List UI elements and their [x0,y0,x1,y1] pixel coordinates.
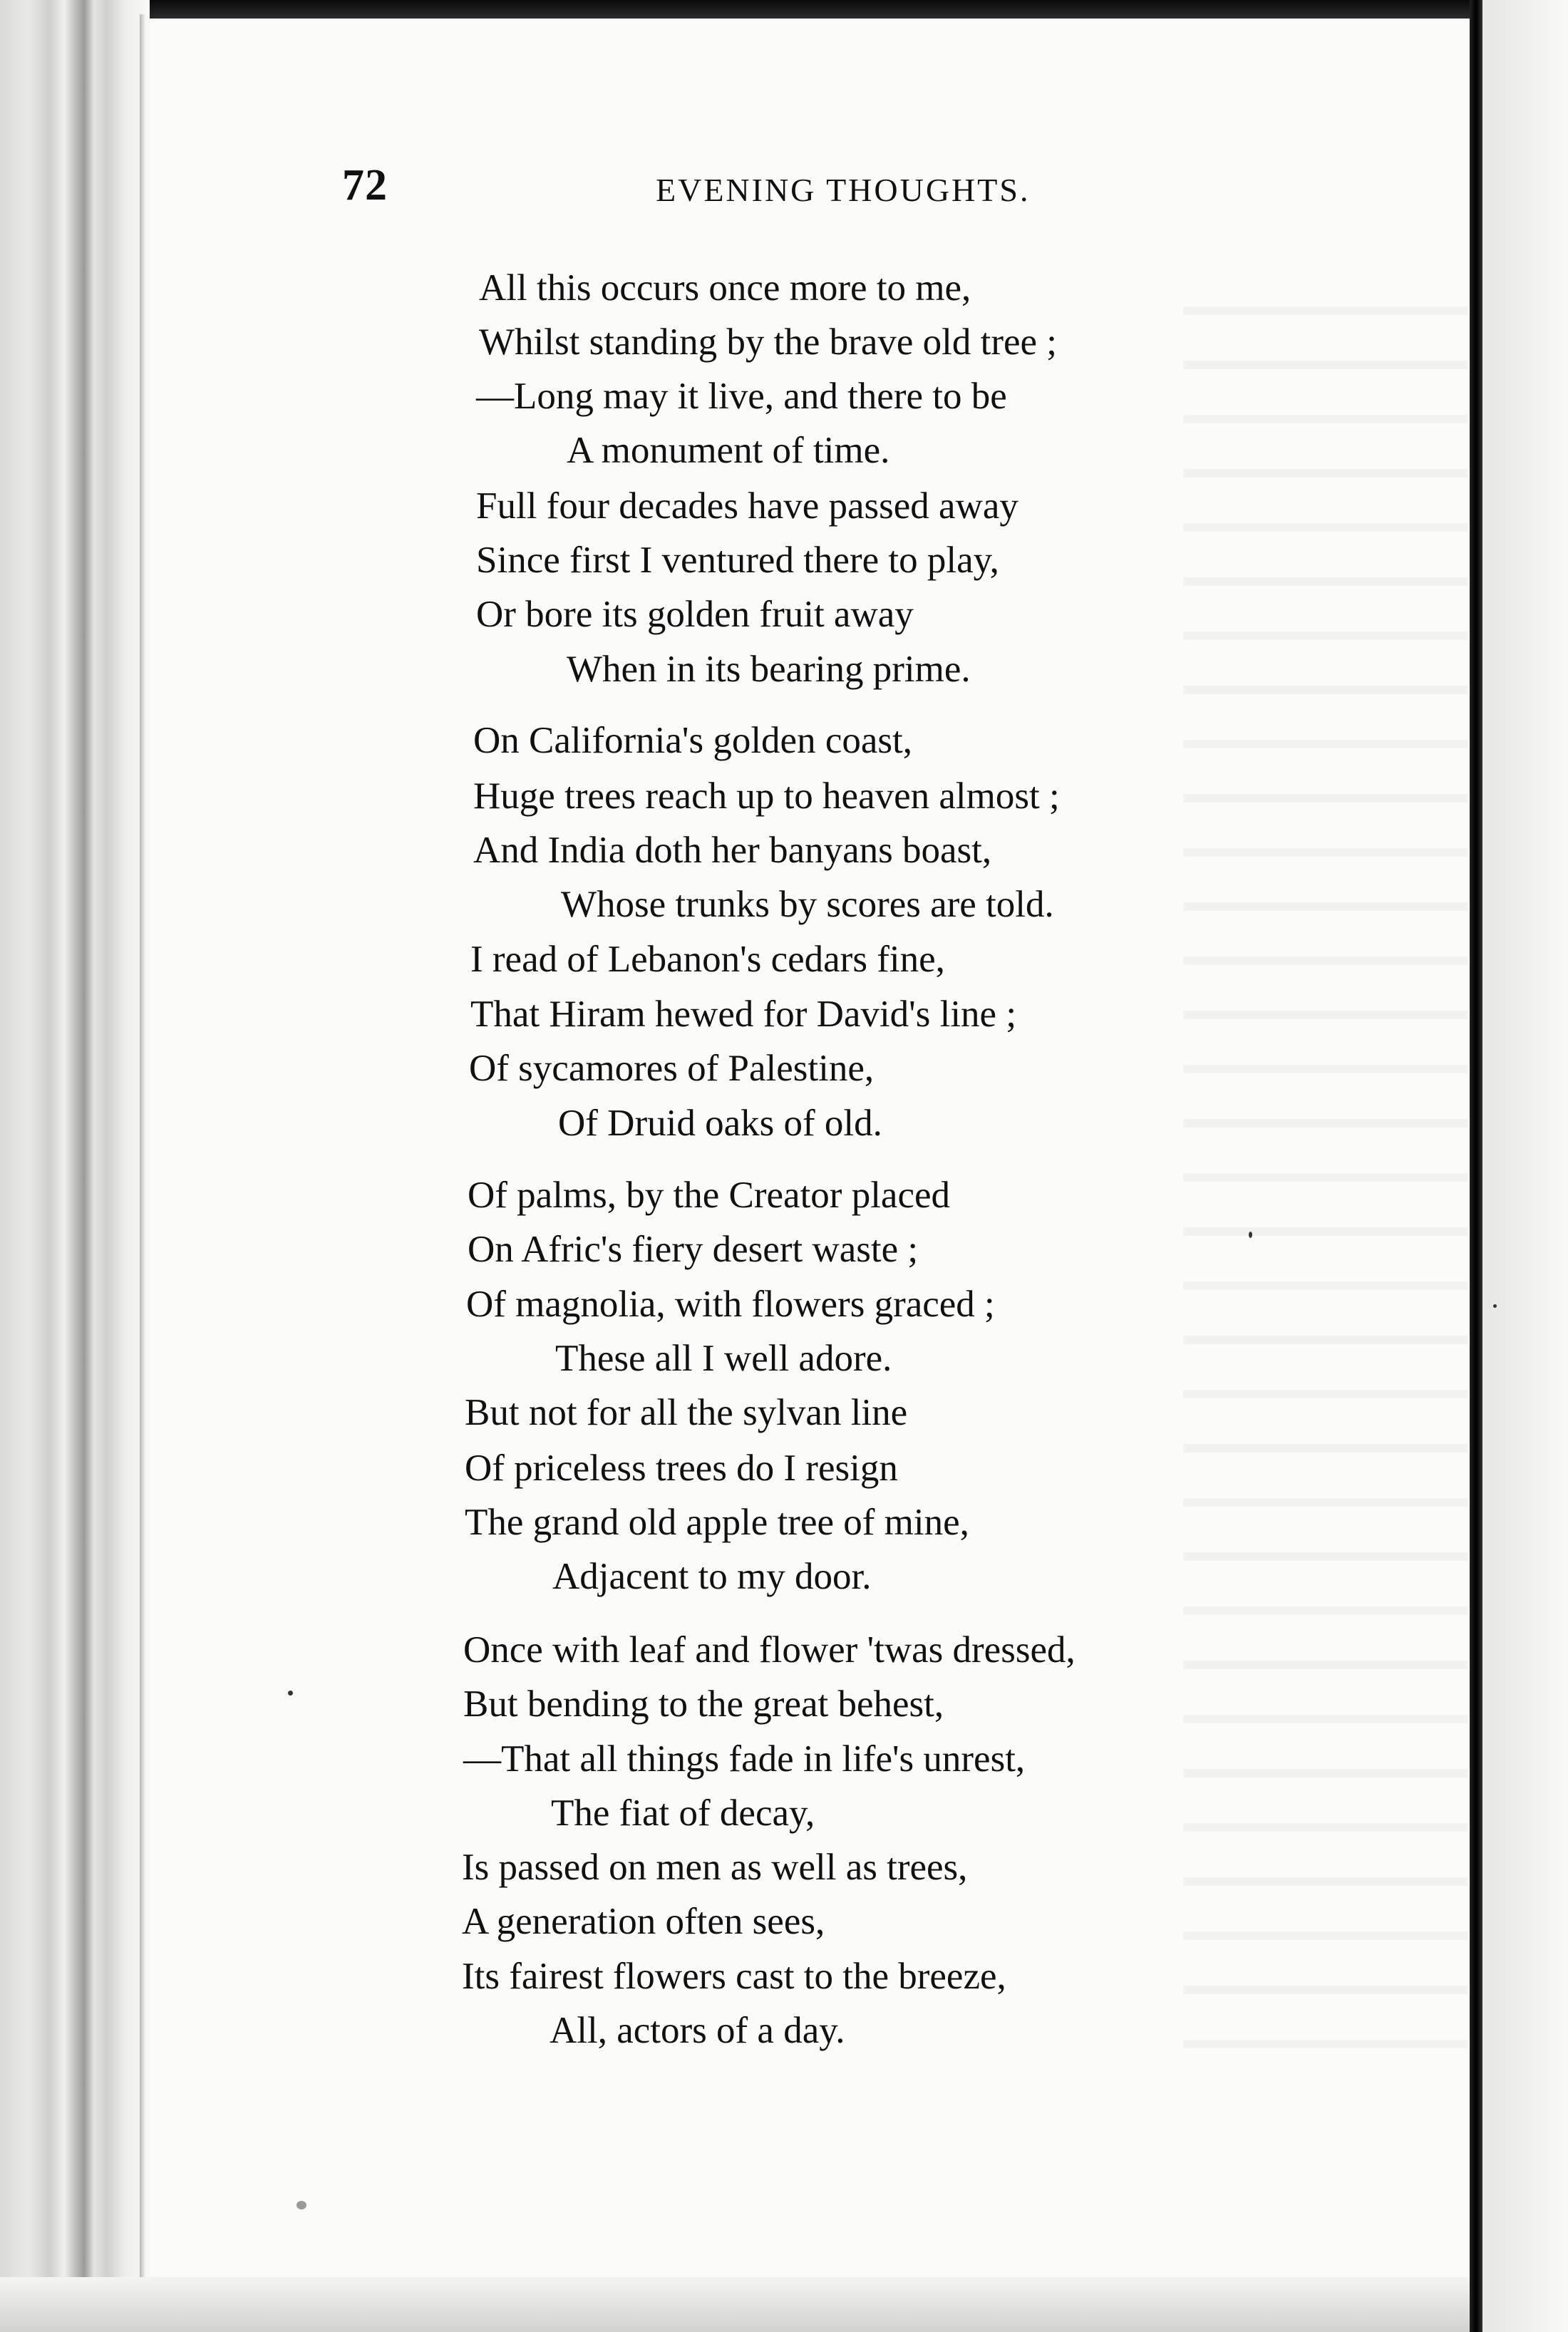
ink-speck [296,2201,306,2209]
poem-line: Of sycamores of Palestine, [469,1048,875,1089]
poem-line: Of palms, by the Creator placed [468,1175,950,1216]
ink-speck [1249,1232,1252,1238]
poem-line: When in its bearing prime. [567,649,971,690]
running-title: EVENING THOUGHTS. [656,172,1031,208]
poem-line: But not for all the sylvan line [465,1392,908,1433]
ink-speck [1493,1304,1497,1308]
poem-line: Or bore its golden fruit away [476,594,914,635]
poem-line: On Afric's fiery desert waste ; [468,1229,919,1270]
poem-line: —Long may it live, and there to be [476,376,1007,417]
poem-line: A generation often sees, [462,1901,825,1942]
poem-line: On California's golden coast, [473,720,912,761]
poem-line: Whose trunks by scores are told. [561,884,1054,925]
ink-speck [288,1691,293,1696]
poem-line: Full four decades have passed away [476,485,1018,527]
poem-line: That Hiram hewed for David's line ; [470,994,1017,1035]
poem-line: But bending to the great behest, [463,1683,944,1725]
poem-line: Of Druid oaks of old. [558,1103,882,1144]
poem-line: Of magnolia, with flowers graced ; [466,1284,995,1325]
poem-line: Is passed on men as well as trees, [462,1847,968,1888]
poem-line: Since first I ventured there to play, [476,540,999,581]
poem-line: All this occurs once more to me, [479,267,971,309]
poem-line: And India doth her banyans boast, [473,830,992,871]
poem-line: Whilst standing by the brave old tree ; [479,321,1057,363]
poem-line: Huge trees reach up to heaven almost ; [473,775,1060,817]
poem-line: I read of Lebanon's cedars fine, [470,939,945,980]
poem-line: A monument of time. [567,430,890,471]
poem-line: Once with leaf and flower 'twas dressed, [463,1629,1076,1671]
poem-line: —That all things fade in life's unrest, [463,1738,1026,1780]
poem-line: Of priceless trees do I resign [465,1448,898,1489]
poem-line: Its fairest flowers cast to the breeze, [462,1956,1006,1997]
poem-line: The fiat of decay, [551,1792,815,1834]
page-number: 72 [342,161,388,210]
poem-line: The grand old apple tree of mine, [465,1502,969,1543]
poem-line: All, actors of a day. [550,2010,845,2051]
poem-line: These all I well adore. [555,1338,892,1379]
poem-line: Adjacent to my door. [552,1556,872,1597]
